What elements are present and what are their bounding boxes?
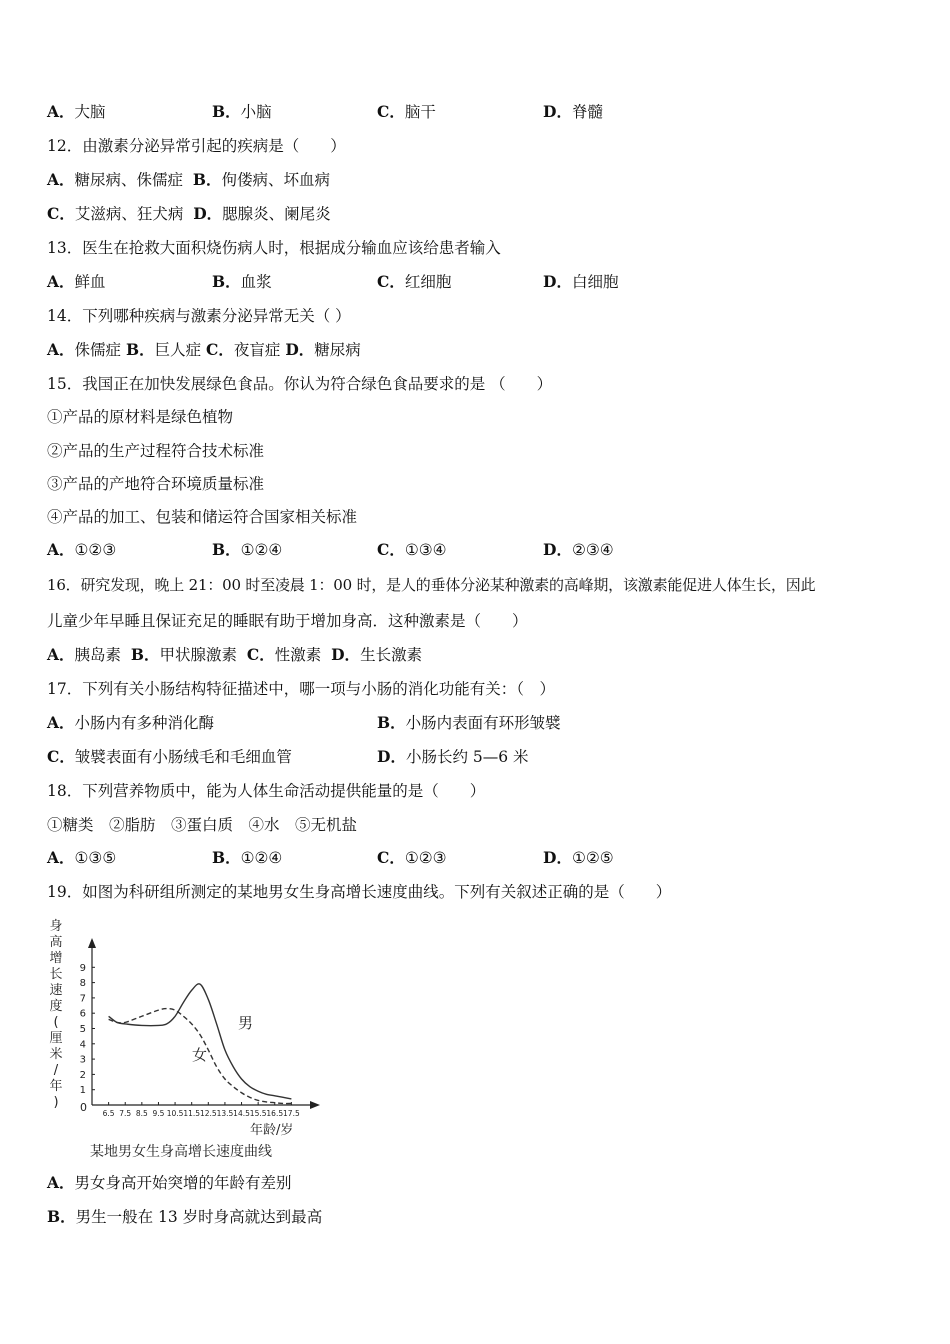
x-tick-label: 9.5: [152, 1109, 165, 1118]
option-letter: B．: [192, 170, 222, 189]
option-text: 性激素: [274, 646, 322, 664]
option-letter: B．: [212, 848, 241, 867]
ylabel-char: 高: [49, 935, 63, 950]
height-growth-chart: [40, 912, 340, 1162]
option-text: 小肠长约 5—6 米: [405, 748, 529, 766]
option-text: 白细胞: [571, 273, 619, 291]
option-text: 胰岛素: [74, 646, 122, 664]
q16-stem-line2: 儿童少年早睡且保证充足的睡眠有助于增加身高．这种激素是（ ）: [47, 612, 528, 630]
q11-option-a: [47, 102, 106, 122]
y-tick-label: 1: [79, 1085, 86, 1097]
option-text: 脊髓: [571, 103, 603, 121]
ylabel-char: 身: [49, 919, 63, 934]
option-text: ①③⑤: [74, 849, 117, 867]
option-letter: D．: [377, 747, 406, 766]
option-text: 小肠内有多种消化酶: [74, 714, 215, 732]
option-text: ①②③: [74, 541, 117, 559]
ylabel-char: /: [53, 1063, 59, 1078]
option-letter: B．: [47, 1207, 76, 1226]
option-text: 艾滋病、狂犬病: [74, 205, 184, 223]
q13-stem: 13．医生在抢救大面积烧伤病人时，根据成分输血应该给患者输入: [47, 239, 501, 257]
x-tick-label: 13.5: [216, 1109, 234, 1118]
q17-option-d: [377, 747, 529, 767]
option-text: 佝偻病、坏血病: [221, 171, 331, 189]
q15-statement-3: ③产品的产地符合环境质量标准: [47, 475, 265, 493]
q13-option-a: [47, 272, 106, 292]
x-tick-label: 15.5: [249, 1109, 267, 1118]
q14-options: [47, 340, 361, 360]
q19-option-b: [47, 1207, 322, 1227]
q15-option-c: [377, 540, 447, 560]
q17-stem: 17．下列有关小肠结构特征描述中，哪一项与小肠的消化功能有关：（ ）: [47, 680, 555, 698]
q17-option-c: [47, 747, 292, 767]
x-tick-label: 7.5: [119, 1109, 132, 1118]
y-tick-label: 9: [79, 962, 86, 974]
option-text: 大脑: [74, 103, 106, 121]
x-tick-label: 16.5: [266, 1109, 284, 1118]
q19-option-a: [47, 1173, 292, 1193]
option-text: 生长激素: [360, 646, 423, 664]
option-letter: B．: [130, 645, 160, 664]
q18-option-b: [212, 848, 282, 868]
option-letter: C．: [377, 272, 405, 291]
q18-stem: 18．下列营养物质中，能为人体生命活动提供能量的是（ ）: [47, 782, 486, 800]
option-text: ①②④: [240, 849, 283, 867]
option-letter: B．: [125, 340, 155, 359]
option-letter: B．: [377, 713, 406, 732]
option-text: 脑干: [404, 103, 436, 121]
ylabel-char: 年: [49, 1079, 63, 1094]
y-tick-label: 4: [79, 1039, 86, 1051]
option-text: 皱襞表面有小肠绒毛和毛细血管: [74, 748, 292, 766]
ylabel-char: 速: [49, 983, 63, 998]
y-tick-label: 7: [79, 993, 86, 1005]
option-letter: A．: [47, 340, 75, 359]
option-letter: A．: [47, 102, 75, 121]
q15-option-d: [543, 540, 614, 560]
option-letter: A．: [47, 848, 75, 867]
x-axis-label: 年龄/岁: [250, 1123, 294, 1138]
q14-stem: 14．下列哪种疾病与激素分泌异常无关（ ）: [47, 307, 351, 325]
y-tick-label: 2: [79, 1069, 86, 1081]
option-letter: C．: [47, 204, 75, 223]
y-tick-label: 6: [79, 1008, 86, 1020]
option-text: 小脑: [240, 103, 272, 121]
series-label-male: 男: [238, 1014, 254, 1032]
option-text: 血浆: [240, 273, 272, 291]
ylabel-char: 增: [49, 951, 63, 966]
option-letter: D．: [285, 340, 315, 359]
q13-option-d: [543, 272, 618, 292]
q12-options-row2: [47, 204, 331, 224]
option-letter: C．: [377, 102, 405, 121]
option-letter: D．: [543, 102, 572, 121]
option-text: 夜盲症: [233, 341, 281, 359]
y-tick-label: 3: [79, 1054, 86, 1066]
option-text: 侏儒症: [74, 341, 122, 359]
q11-option-c: [377, 102, 436, 122]
y-axis-arrow: [88, 938, 96, 948]
option-letter: C．: [246, 645, 275, 664]
x-tick-label: 12.5: [199, 1109, 217, 1118]
option-letter: B．: [212, 540, 241, 559]
option-letter: D．: [543, 540, 572, 559]
option-text: ①②⑤: [571, 849, 614, 867]
y-axis-label: [49, 919, 62, 1110]
origin-label: 0: [80, 1101, 87, 1114]
y-tick-label: 5: [79, 1024, 86, 1035]
option-letter: A．: [47, 272, 75, 291]
q11-option-b: [212, 102, 272, 122]
q13-option-c: [377, 272, 451, 292]
q13-option-b: [212, 272, 272, 292]
series-label-female: 女: [192, 1046, 208, 1064]
option-text: 巨人症: [154, 341, 202, 359]
q18-items: ①糖类 ②脂肪 ③蛋白质 ④水 ⑤无机盐: [47, 816, 358, 834]
q18-option-c: [377, 848, 447, 868]
option-letter: D．: [543, 848, 572, 867]
q11-option-d: [543, 102, 603, 122]
q16-options: [47, 645, 422, 665]
q15-stem: 15．我国正在加快发展绿色食品。你认为符合绿色食品要求的是 （ ）: [47, 375, 553, 393]
option-text: 男女身高开始突增的年龄有差别: [74, 1174, 292, 1192]
ylabel-char: 米: [49, 1047, 63, 1062]
option-letter: C．: [47, 747, 75, 766]
x-tick-label: 11.5: [183, 1109, 201, 1118]
option-text: 甲状腺激素: [159, 646, 238, 664]
ylabel-char: 长: [49, 967, 63, 982]
q12-stem: 12．由激素分泌异常引起的疾病是（ ）: [47, 137, 346, 155]
q17-option-a: [47, 713, 214, 733]
chart-title: 某地男女生身高增长速度曲线: [90, 1144, 272, 1160]
x-tick-label: 10.5: [166, 1109, 184, 1118]
option-letter: D．: [543, 272, 572, 291]
chart-series: [109, 984, 292, 1104]
option-text: ①②④: [240, 541, 283, 559]
ylabel-char: 厘: [49, 1031, 63, 1046]
q19-stem: 19．如图为科研组所测定的某地男女生身高增长速度曲线。下列有关叙述正确的是（ ）: [47, 883, 672, 901]
option-letter: A．: [47, 645, 75, 664]
option-letter: C．: [377, 848, 405, 867]
q18-option-a: [47, 848, 116, 868]
x-tick-label: 8.5: [135, 1109, 148, 1118]
q15-statement-2: ②产品的生产过程符合技术标准: [47, 442, 265, 460]
option-letter: C．: [206, 340, 234, 359]
option-letter: D．: [331, 645, 361, 664]
option-letter: B．: [212, 272, 241, 291]
x-axis-arrow: [310, 1101, 320, 1109]
q15-statement-4: ④产品的加工、包装和储运符合国家相关标准: [47, 508, 358, 526]
option-text: 男生一般在 13 岁时身高就达到最高: [75, 1208, 323, 1226]
option-letter: A．: [47, 540, 75, 559]
y-tick-label: 8: [79, 978, 86, 990]
option-text: 腮腺炎、阑尾炎: [222, 205, 331, 223]
option-letter: B．: [212, 102, 241, 121]
option-letter: A．: [47, 1173, 75, 1192]
option-text: 糖尿病: [314, 341, 361, 359]
ylabel-char: (: [53, 1015, 59, 1030]
q15-option-a: [47, 540, 116, 560]
q18-option-d: [543, 848, 614, 868]
q16-stem-line1: 16．研究发现，晚上 21：00 时至凌晨 1：00 时，是人的垂体分泌某种激素的高峰期，该激素能促进人体生长，因此: [47, 576, 816, 594]
ylabel-char: ): [53, 1095, 59, 1110]
q12-options-row1: [47, 170, 330, 190]
option-text: 小肠内表面有环形皱襞: [405, 714, 561, 732]
series-line-male: [109, 984, 292, 1099]
option-text: 红细胞: [404, 273, 452, 291]
q15-statement-1: ①产品的原材料是绿色植物: [47, 408, 234, 426]
x-tick-label: 14.5: [233, 1109, 250, 1118]
x-tick-label: 17.5: [283, 1109, 300, 1118]
option-text: ①③④: [404, 541, 447, 559]
option-letter: A．: [47, 713, 75, 732]
ylabel-char: 度: [49, 999, 63, 1014]
option-letter: D．: [193, 204, 223, 223]
option-letter: A．: [47, 170, 75, 189]
option-text: 鲜血: [74, 273, 106, 291]
x-tick-label: 6.5: [102, 1109, 115, 1118]
option-text: ②③④: [571, 541, 614, 559]
q15-option-b: [212, 540, 282, 560]
option-letter: C．: [377, 540, 405, 559]
option-text: 糖尿病、侏儒症: [74, 171, 184, 189]
option-text: ①②③: [404, 849, 447, 867]
q17-option-b: [377, 713, 561, 733]
